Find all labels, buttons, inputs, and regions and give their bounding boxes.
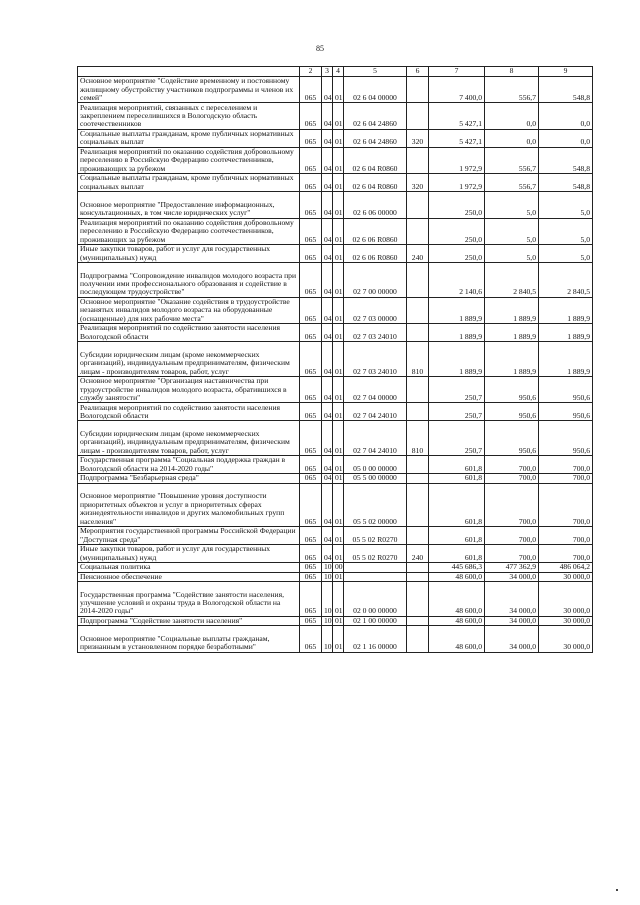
table-row [78,456,593,474]
subsection-code-cell: 01 [333,324,344,342]
expense-type-cell [407,297,429,323]
amount-col8-cell: 950,6 [485,403,539,421]
amount-col7-cell: 601,8 [429,526,485,544]
row-name-cell: Иные закупки товаров, работ и услуг для государственных (муниципальных) нужд [78,244,300,262]
ministry-code-cell: 065 [300,483,322,526]
target-article-cell: 02 6 06 R0860 [344,218,407,244]
ministry-code-cell: 065 [300,262,322,297]
budget-table-body [78,67,593,653]
subsection-code-cell: 01 [333,572,344,582]
row-name-cell: Мероприятия государственной программы Российской Федерации "Доступная среда" [78,526,300,544]
amount-col7-cell: 601,8 [429,483,485,526]
amount-col7-cell: 1 889,9 [429,297,485,323]
amount-col7-cell: 5 427,1 [429,129,485,147]
expense-type-cell: 810 [407,421,429,456]
section-code-cell: 04 [322,218,333,244]
header-cell: 8 [485,67,539,77]
ministry-code-cell: 065 [300,562,322,572]
scan-speck [616,889,618,891]
amount-col8-cell: 700,0 [485,474,539,484]
target-article-cell: 02 7 03 24010 [344,342,407,377]
table-row [78,129,593,147]
ministry-code-cell: 065 [300,582,322,617]
table-row [78,483,593,526]
header-cell: 5 [344,67,407,77]
amount-col7-cell: 250,0 [429,192,485,218]
header-cell: 4 [333,67,344,77]
amount-col9-cell: 700,0 [539,456,593,474]
amount-col7-cell: 250,7 [429,403,485,421]
amount-col7-cell: 445 686,3 [429,562,485,572]
amount-col8-cell: 34 000,0 [485,572,539,582]
amount-col9-cell: 548,8 [539,77,593,103]
table-row [78,544,593,562]
ministry-code-cell: 065 [300,421,322,456]
expense-type-cell [407,572,429,582]
amount-col7-cell: 5 427,1 [429,103,485,129]
amount-col7-cell: 48 600,0 [429,582,485,617]
amount-col8-cell: 1 889,9 [485,297,539,323]
amount-col7-cell: 250,0 [429,244,485,262]
table-row [78,297,593,323]
amount-col8-cell: 950,6 [485,421,539,456]
subsection-code-cell: 01 [333,376,344,402]
amount-col9-cell: 700,0 [539,544,593,562]
row-name-cell: Подпрограмма "Безбарьерная среда" [78,474,300,484]
amount-col8-cell: 5,0 [485,218,539,244]
row-name-cell: Реализация мероприятий по оказанию содействия добровольному переселению в Российскую Федерацию соотечественников, проживающих за рубежом [78,147,300,173]
ministry-code-cell: 065 [300,103,322,129]
subsection-code-cell: 00 [333,562,344,572]
amount-col8-cell: 5,0 [485,244,539,262]
ministry-code-cell: 065 [300,526,322,544]
table-row [78,626,593,652]
target-article-cell: 02 7 03 00000 [344,297,407,323]
amount-col9-cell: 700,0 [539,483,593,526]
amount-col8-cell: 1 889,9 [485,324,539,342]
amount-col7-cell: 2 140,6 [429,262,485,297]
ministry-code-cell: 065 [300,544,322,562]
section-code-cell: 04 [322,526,333,544]
expense-type-cell: 240 [407,544,429,562]
target-article-cell [344,562,407,572]
expense-type-cell [407,582,429,617]
target-article-cell: 02 7 04 24010 [344,421,407,456]
amount-col9-cell: 0,0 [539,103,593,129]
ministry-code-cell: 065 [300,324,322,342]
ministry-code-cell: 065 [300,77,322,103]
amount-col8-cell: 2 840,5 [485,262,539,297]
table-row [78,77,593,103]
target-article-cell [344,572,407,582]
expense-type-cell [407,262,429,297]
expense-type-cell [407,218,429,244]
table-header-row [78,67,593,77]
row-name-cell: Реализация мероприятий, связанных с переселением и закреплением переселившихся в Вологодскую область соотечественников [78,103,300,129]
subsection-code-cell: 01 [333,474,344,484]
expense-type-cell [407,147,429,173]
amount-col7-cell: 250,7 [429,421,485,456]
row-name-cell: Государственная программа "Социальная поддержка граждан в Вологодской области на 2014-2020 годы" [78,456,300,474]
expense-type-cell [407,77,429,103]
expense-type-cell [407,192,429,218]
header-cell: 7 [429,67,485,77]
row-name-cell: Государственная программа "Содействие занятости населения, улучшение условий и охраны труда в Вологодской области на 2014-2020 годы" [78,582,300,617]
amount-col9-cell: 5,0 [539,244,593,262]
table-row [78,474,593,484]
ministry-code-cell: 065 [300,456,322,474]
amount-col9-cell: 30 000,0 [539,582,593,617]
target-article-cell: 05 5 00 00000 [344,474,407,484]
row-name-cell: Иные закупки товаров, работ и услуг для государственных (муниципальных) нужд [78,544,300,562]
expense-type-cell [407,526,429,544]
target-article-cell: 05 0 00 00000 [344,456,407,474]
amount-col7-cell: 48 600,0 [429,626,485,652]
subsection-code-cell: 01 [333,616,344,626]
section-code-cell: 10 [322,572,333,582]
section-code-cell: 04 [322,297,333,323]
header-cell: 3 [322,67,333,77]
subsection-code-cell: 01 [333,526,344,544]
ministry-code-cell: 065 [300,403,322,421]
expense-type-cell [407,403,429,421]
section-code-cell: 04 [322,262,333,297]
amount-col8-cell: 34 000,0 [485,582,539,617]
budget-table [77,66,593,653]
expense-type-cell [407,616,429,626]
amount-col9-cell: 548,8 [539,174,593,192]
row-name-cell: Основное мероприятие "Предоставление информационных, консультационных, в том числе юридических услуг" [78,192,300,218]
amount-col7-cell: 1 889,9 [429,324,485,342]
expense-type-cell [407,103,429,129]
subsection-code-cell: 01 [333,403,344,421]
expense-type-cell [407,456,429,474]
amount-col9-cell: 2 840,5 [539,262,593,297]
expense-type-cell [407,376,429,402]
header-cell: 9 [539,67,593,77]
ministry-code-cell: 065 [300,147,322,173]
subsection-code-cell: 01 [333,544,344,562]
subsection-code-cell: 01 [333,147,344,173]
amount-col7-cell: 1 972,9 [429,147,485,173]
amount-col8-cell: 1 889,9 [485,342,539,377]
expense-type-cell: 320 [407,174,429,192]
subsection-code-cell: 01 [333,129,344,147]
section-code-cell: 04 [322,129,333,147]
subsection-code-cell: 01 [333,192,344,218]
amount-col9-cell: 0,0 [539,129,593,147]
table-row [78,376,593,402]
section-code-cell: 04 [322,342,333,377]
subsection-code-cell: 01 [333,244,344,262]
amount-col7-cell: 601,8 [429,474,485,484]
section-code-cell: 04 [322,103,333,129]
subsection-code-cell: 01 [333,582,344,617]
table-row [78,103,593,129]
table-row [78,616,593,626]
target-article-cell: 02 1 16 00000 [344,626,407,652]
amount-col7-cell: 1 972,9 [429,174,485,192]
row-name-cell: Основное мероприятие "Содействие временному и постоянному жилищному обустройству участников подпрограммы и членов их семей" [78,77,300,103]
section-code-cell: 04 [322,192,333,218]
subsection-code-cell: 01 [333,456,344,474]
section-code-cell: 04 [322,147,333,173]
section-code-cell: 10 [322,562,333,572]
target-article-cell: 05 5 02 R0270 [344,544,407,562]
table-row [78,192,593,218]
section-code-cell: 04 [322,483,333,526]
amount-col9-cell: 1 889,9 [539,342,593,377]
table-row [78,262,593,297]
section-code-cell: 04 [322,421,333,456]
section-code-cell: 04 [322,403,333,421]
amount-col9-cell: 950,6 [539,403,593,421]
subsection-code-cell: 01 [333,421,344,456]
section-code-cell: 04 [322,324,333,342]
subsection-code-cell: 01 [333,262,344,297]
row-name-cell: Социальные выплаты гражданам, кроме публичных нормативных социальных выплат [78,174,300,192]
row-name-cell: Реализация мероприятий по содействию занятости населения Вологодской области [78,403,300,421]
table-row [78,174,593,192]
table-row [78,342,593,377]
amount-col9-cell: 700,0 [539,474,593,484]
amount-col8-cell: 700,0 [485,483,539,526]
section-code-cell: 04 [322,376,333,402]
subsection-code-cell: 01 [333,626,344,652]
amount-col7-cell: 250,0 [429,218,485,244]
target-article-cell: 02 6 04 R0860 [344,174,407,192]
section-code-cell: 04 [322,174,333,192]
amount-col9-cell: 1 889,9 [539,297,593,323]
target-article-cell: 02 7 00 00000 [344,262,407,297]
section-code-cell: 10 [322,626,333,652]
row-name-cell: Подпрограмма "Содействие занятости населения" [78,616,300,626]
section-code-cell: 04 [322,544,333,562]
amount-col8-cell: 700,0 [485,544,539,562]
table-row [78,324,593,342]
amount-col8-cell: 700,0 [485,456,539,474]
subsection-code-cell: 01 [333,218,344,244]
amount-col9-cell: 30 000,0 [539,572,593,582]
target-article-cell: 02 1 00 00000 [344,616,407,626]
amount-col9-cell: 950,6 [539,421,593,456]
subsection-code-cell: 01 [333,483,344,526]
amount-col9-cell: 5,0 [539,192,593,218]
row-name-cell: Пенсионное обеспечение [78,572,300,582]
amount-col7-cell: 601,8 [429,456,485,474]
row-name-cell: Субсидии юридическим лицам (кроме некоммерческих организаций), индивидуальным предпринимателям, физическим лицам - производителям товаров, работ, услуг [78,342,300,377]
target-article-cell: 02 6 04 24860 [344,129,407,147]
expense-type-cell [407,483,429,526]
row-name-cell: Социальная политика [78,562,300,572]
row-name-cell: Основное мероприятие "Организация наставничества при трудоустройстве инвалидов молодого возраста, обратившихся в службу занятости" [78,376,300,402]
amount-col9-cell: 548,8 [539,147,593,173]
ministry-code-cell: 065 [300,218,322,244]
amount-col9-cell: 700,0 [539,526,593,544]
ministry-code-cell: 065 [300,626,322,652]
amount-col8-cell: 34 000,0 [485,626,539,652]
table-row [78,218,593,244]
target-article-cell: 02 7 04 24010 [344,403,407,421]
amount-col7-cell: 7 400,0 [429,77,485,103]
ministry-code-cell: 065 [300,244,322,262]
expense-type-cell: 810 [407,342,429,377]
table-row [78,147,593,173]
row-name-cell: Основное мероприятие "Социальные выплаты гражданам, признанным в установленном порядке безработными" [78,626,300,652]
table-row [78,572,593,582]
table-row [78,562,593,572]
expense-type-cell [407,474,429,484]
amount-col9-cell: 5,0 [539,218,593,244]
header-cell: 6 [407,67,429,77]
amount-col8-cell: 0,0 [485,103,539,129]
target-article-cell: 02 7 03 24010 [344,324,407,342]
amount-col9-cell: 486 064,2 [539,562,593,572]
subsection-code-cell: 01 [333,297,344,323]
ministry-code-cell: 065 [300,192,322,218]
amount-col8-cell: 0,0 [485,129,539,147]
amount-col8-cell: 556,7 [485,147,539,173]
amount-col9-cell: 30 000,0 [539,626,593,652]
row-name-cell: Социальные выплаты гражданам, кроме публичных нормативных социальных выплат [78,129,300,147]
amount-col8-cell: 556,7 [485,77,539,103]
target-article-cell: 05 5 02 00000 [344,483,407,526]
expense-type-cell [407,324,429,342]
ministry-code-cell: 065 [300,474,322,484]
row-name-cell: Подпрограмма "Сопровождение инвалидов молодого возраста при получении ими профессионального образования и содействие в последующем трудоустройстве" [78,262,300,297]
table-row [78,526,593,544]
ministry-code-cell: 065 [300,129,322,147]
header-cell [78,67,300,77]
section-code-cell: 04 [322,456,333,474]
amount-col8-cell: 477 362,9 [485,562,539,572]
amount-col8-cell: 34 000,0 [485,616,539,626]
target-article-cell: 02 6 04 00000 [344,77,407,103]
ministry-code-cell: 065 [300,297,322,323]
amount-col8-cell: 950,6 [485,376,539,402]
ministry-code-cell: 065 [300,616,322,626]
amount-col8-cell: 700,0 [485,526,539,544]
section-code-cell: 04 [322,474,333,484]
amount-col7-cell: 1 889,9 [429,342,485,377]
expense-type-cell [407,562,429,572]
amount-col7-cell: 48 600,0 [429,572,485,582]
ministry-code-cell: 065 [300,376,322,402]
target-article-cell: 02 6 04 24860 [344,103,407,129]
section-code-cell: 10 [322,582,333,617]
target-article-cell: 05 5 02 R0270 [344,526,407,544]
expense-type-cell [407,626,429,652]
table-row [78,421,593,456]
page-number: 85 [316,44,324,53]
amount-col8-cell: 5,0 [485,192,539,218]
section-code-cell: 04 [322,244,333,262]
table-row [78,403,593,421]
expense-type-cell: 240 [407,244,429,262]
amount-col9-cell: 1 889,9 [539,324,593,342]
amount-col9-cell: 30 000,0 [539,616,593,626]
subsection-code-cell: 01 [333,77,344,103]
header-cell: 2 [300,67,322,77]
table-row [78,582,593,617]
row-name-cell: Основное мероприятие "Оказание содействия в трудоустройстве незанятых инвалидов молодого возраста на оборудованные (оснащенные) для них рабочие места" [78,297,300,323]
row-name-cell: Субсидии юридическим лицам (кроме некоммерческих организаций), индивидуальным предпринимателям, физическим лицам - производителям товаров, работ, услуг [78,421,300,456]
section-code-cell: 10 [322,616,333,626]
section-code-cell: 04 [322,77,333,103]
subsection-code-cell: 01 [333,103,344,129]
subsection-code-cell: 01 [333,342,344,377]
target-article-cell: 02 0 00 00000 [344,582,407,617]
subsection-code-cell: 01 [333,174,344,192]
row-name-cell: Основное мероприятие "Повышение уровня доступности приоритетных объектов и услуг в приоритетных сферах жизнедеятельности инвалидов и других маломобильных групп населения" [78,483,300,526]
amount-col8-cell: 556,7 [485,174,539,192]
ministry-code-cell: 065 [300,342,322,377]
amount-col7-cell: 250,7 [429,376,485,402]
target-article-cell: 02 6 06 00000 [344,192,407,218]
row-name-cell: Реализация мероприятий по оказанию содействия добровольному переселению в Российскую Федерацию соотечественников, проживающих за рубежом [78,218,300,244]
amount-col7-cell: 48 600,0 [429,616,485,626]
row-name-cell: Реализация мероприятий по содействию занятости населения Вологодской области [78,324,300,342]
amount-col7-cell: 601,8 [429,544,485,562]
expense-type-cell: 320 [407,129,429,147]
target-article-cell: 02 7 04 00000 [344,376,407,402]
amount-col9-cell: 950,6 [539,376,593,402]
ministry-code-cell: 065 [300,572,322,582]
table-row [78,244,593,262]
target-article-cell: 02 6 04 R0860 [344,147,407,173]
ministry-code-cell: 065 [300,174,322,192]
target-article-cell: 02 6 06 R0860 [344,244,407,262]
